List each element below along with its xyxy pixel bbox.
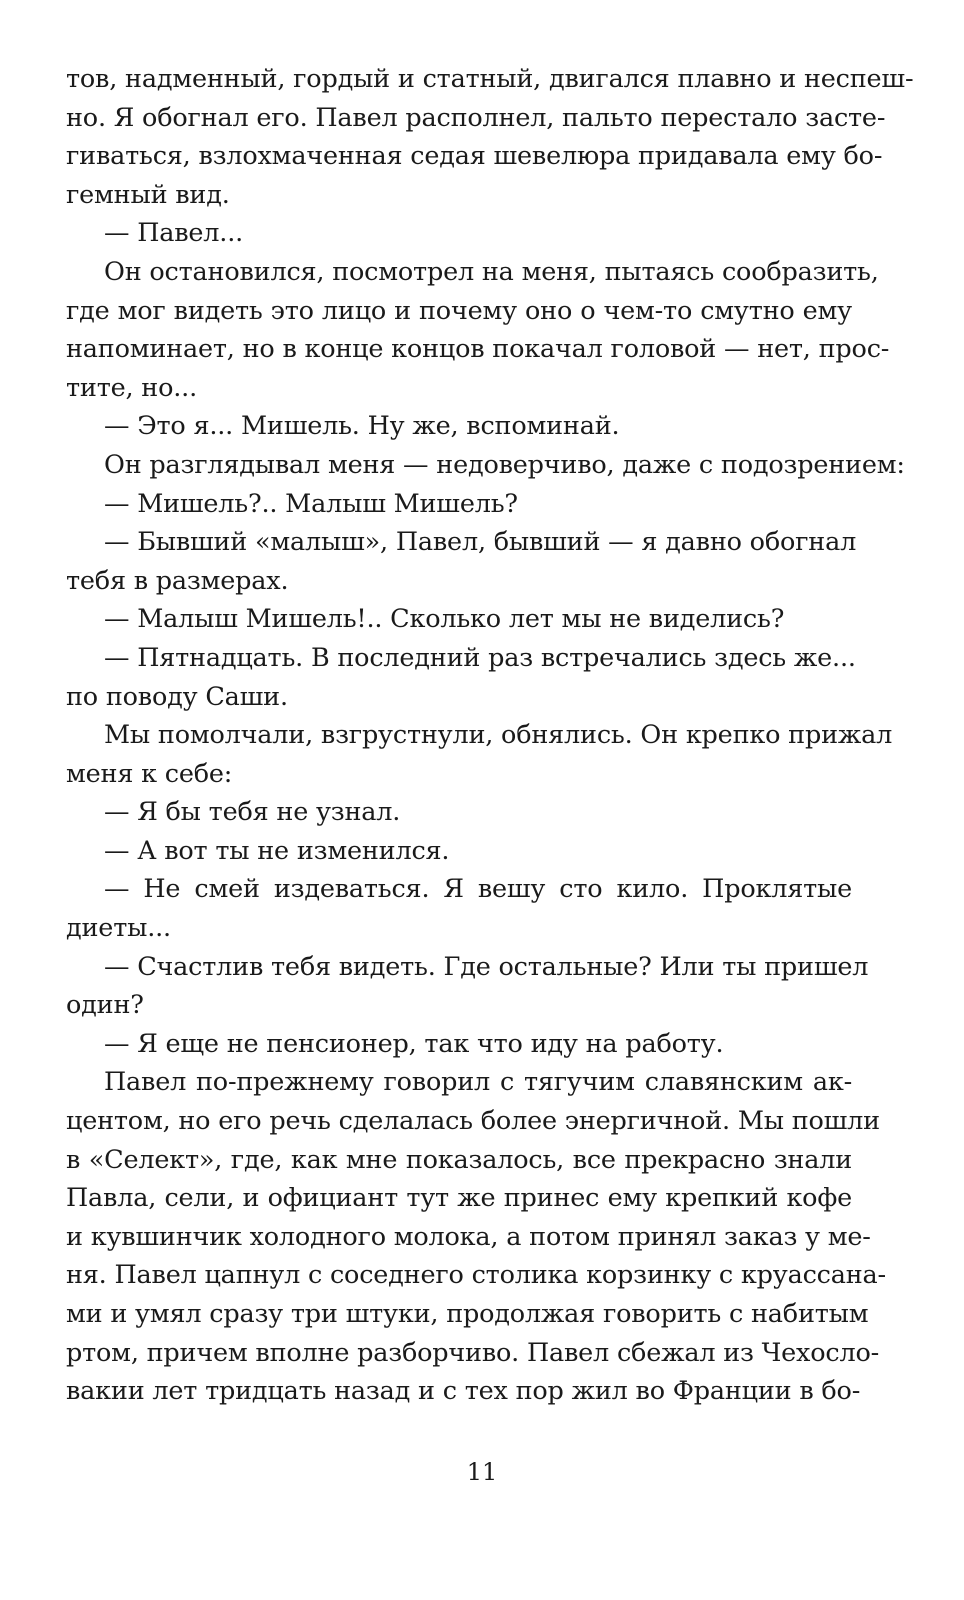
text-line: — А вот ты не изменился. (104, 835, 450, 866)
text-line: тите, но... (66, 372, 197, 403)
text-line: ня. Павел цапнул с соседнего столика корзинку с круассана- (66, 1260, 886, 1291)
text-line: — Бывший «малыш», Павел, бывший — я давно обогнал (104, 527, 857, 558)
text-line: гемный вид. (66, 179, 230, 210)
text-line: диеты... (66, 913, 171, 944)
text-line: — Счастлив тебя видеть. Где остальные? Или ты пришел (104, 951, 869, 982)
text-line: тебя в размерах. (66, 565, 289, 596)
text-line: Он остановился, посмотрел на меня, пытаясь сообразить, (104, 256, 879, 287)
text-line: Он разглядывал меня — недоверчиво, даже с подозрением: (104, 449, 905, 480)
text-line: — Я бы тебя не узнал. (104, 797, 401, 828)
text-line: — Это я... Мишель. Ну же, вспоминай. (104, 411, 620, 442)
text-line: по поводу Саши. (66, 681, 288, 712)
text-line: Павла, сели, и официант тут же принес ему крепкий кофе (66, 1183, 852, 1214)
text-line: — Пятнадцать. В последний раз встречались здесь же... (104, 642, 856, 673)
text-line: один? (66, 990, 144, 1021)
text-line: — Не смей издеваться. Я вешу сто кило. Проклятые (104, 874, 852, 905)
text-line: меня к себе: (66, 758, 233, 789)
page-number: 11 (466, 1458, 498, 1486)
text-line: тов, надменный, гордый и статный, двигался плавно и неспеш- (66, 64, 914, 94)
text-line: Павел по-прежнему говорил с тягучим славянским ак- (104, 1067, 852, 1098)
text-line: ртом, причем вполне разборчиво. Павел сбежал из Чехосло- (66, 1337, 880, 1368)
text-line: но. Я обогнал его. Павел располнел, пальто перестало засте- (66, 102, 886, 133)
text-line: в «Селект», где, как мне показалось, все прекрасно знали (66, 1144, 852, 1175)
text-line: и кувшинчик холодного молока, а потом принял заказ у ме- (66, 1221, 871, 1252)
text-line: — Мишель?.. Малыш Мишель? (104, 488, 518, 519)
text-line: — Я еще не пенсионер, так что иду на работу. (104, 1028, 724, 1059)
text-line: центом, но его речь сделалась более энергичной. Мы пошли (66, 1106, 880, 1137)
book-page-text (66, 60, 914, 1411)
text-line: — Павел... (104, 218, 244, 249)
text-line: Мы помолчали, взгрустнули, обнялись. Он крепко прижал (104, 720, 893, 751)
text-line: ми и умял сразу три штуки, продолжая говорить с набитым (66, 1299, 869, 1329)
text-line: где мог видеть это лицо и почему оно о чем-то смутно ему (66, 295, 852, 326)
text-line: вакии лет тридцать назад и с тех пор жил во Франции в бо- (66, 1376, 861, 1407)
text-line: — Малыш Мишель!.. Сколько лет мы не виделись? (104, 604, 785, 635)
text-line: гиваться, взлохмаченная седая шевелюра придавала ему бо- (66, 141, 883, 172)
text-line: напоминает, но в конце концов покачал головой — нет, прос- (66, 334, 890, 365)
